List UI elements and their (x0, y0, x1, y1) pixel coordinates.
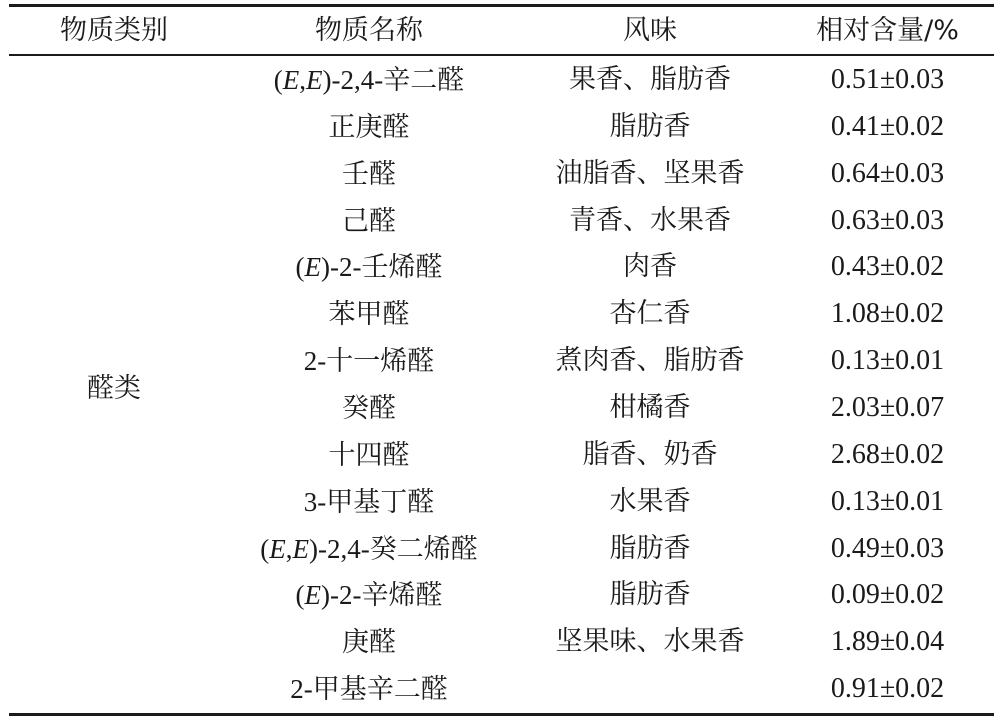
content-cell: 0.91±0.02 (830, 673, 945, 705)
content-cell: 0.49±0.03 (830, 532, 945, 564)
name-part: 十四醛 (328, 439, 410, 470)
compound-name (219, 572, 519, 619)
table-row (0, 666, 996, 713)
content-cell: 0.13±0.01 (830, 485, 945, 517)
table-row (0, 291, 996, 338)
content-cell: 0.51±0.03 (830, 64, 945, 95)
content-cell: 0.41±0.02 (830, 110, 945, 142)
name-italic-part: E (282, 65, 300, 95)
table-row (0, 57, 996, 104)
table-header (0, 8, 996, 54)
table-row (0, 151, 996, 198)
table-header-rule (9, 54, 994, 56)
name-part: 2-十一烯醛 (303, 346, 435, 377)
flavor-cell: 柑橘香 (609, 392, 691, 423)
flavor-cell: 脂香、奶香 (582, 438, 718, 470)
name-part: 2-甲基辛二醛 (290, 674, 448, 705)
compound-name (219, 666, 519, 713)
name-part: ( (295, 580, 305, 611)
compound-name (219, 432, 519, 479)
table-row (0, 619, 996, 666)
flavor-cell: 果香、脂肪香 (569, 64, 731, 95)
name-part: 苯甲醛 (328, 299, 410, 330)
name-italic-part: E (304, 580, 321, 611)
table-row (0, 104, 996, 151)
table-row (0, 244, 996, 291)
name-italic-part: E (269, 533, 286, 564)
flavor-cell: 肉香 (623, 251, 677, 283)
name-part: 壬醛 (342, 158, 396, 189)
flavor-cell: 杏仁香 (609, 298, 691, 330)
flavor-cell: 脂肪香 (609, 532, 691, 564)
content-cell: 2.03±0.07 (830, 392, 945, 423)
name-part: ( (273, 65, 283, 95)
header-flavor: 风味 (623, 15, 677, 46)
flavor-cell (519, 666, 781, 713)
name-italic-part: E (306, 65, 323, 95)
content-cell: 0.13±0.01 (830, 345, 945, 377)
category-cell: 醛类 (87, 372, 141, 404)
compound-name (219, 198, 519, 245)
content-cell: 0.09±0.02 (830, 579, 945, 611)
name-part: ( (295, 252, 305, 283)
table-row (0, 198, 996, 245)
header-name: 物质名称 (315, 15, 423, 46)
name-italic-part: E (304, 252, 321, 283)
flavor-cell: 水果香 (609, 485, 691, 517)
compound-name (219, 104, 519, 151)
table-row (0, 526, 996, 573)
name-part: 3-甲基丁醛 (303, 486, 435, 517)
name-part: )-2-壬烯醛 (321, 252, 443, 283)
content-cell: 1.08±0.02 (830, 298, 945, 330)
content-cell: 0.64±0.03 (830, 157, 945, 189)
flavor-cell: 脂肪香 (609, 579, 691, 611)
compound-name (219, 291, 519, 338)
table-row (0, 385, 996, 432)
table-row (0, 572, 996, 619)
table-row (0, 479, 996, 526)
compound-name (219, 479, 519, 526)
header-content: 相对含量/% (816, 15, 959, 46)
flavor-cell: 煮肉香、脂肪香 (555, 345, 745, 377)
name-italic-part: E (292, 533, 309, 564)
header-category: 物质类别 (60, 15, 168, 46)
compound-name (219, 338, 519, 385)
flavor-cell: 青香、水果香 (569, 204, 731, 236)
content-cell: 2.68±0.02 (830, 438, 945, 470)
name-part: )-2,4-辛二醛 (322, 65, 465, 95)
name-part: )-2,4-癸二烯醛 (309, 533, 478, 564)
name-part: ( (260, 533, 270, 564)
table-row (0, 338, 996, 385)
table-row (0, 432, 996, 479)
compound-name (219, 244, 519, 291)
flavor-cell: 脂肪香 (609, 110, 691, 142)
compound-name (219, 526, 519, 573)
name-part: 正庚醛 (328, 111, 410, 142)
name-part: 己醛 (342, 205, 396, 236)
table-top-rule (9, 4, 994, 7)
table-bottom-rule (9, 713, 994, 716)
name-part: , (299, 65, 306, 95)
content-cell: 1.89±0.04 (830, 626, 945, 658)
compound-name (219, 151, 519, 198)
name-part: 癸醛 (342, 393, 396, 423)
name-part: , (285, 533, 293, 564)
name-part: )-2-辛烯醛 (321, 580, 443, 611)
name-part: 庚醛 (342, 627, 396, 658)
content-cell: 0.63±0.03 (830, 204, 945, 236)
compound-name (219, 385, 519, 432)
flavor-cell: 油脂香、坚果香 (555, 157, 745, 189)
compound-name (219, 619, 519, 666)
compound-name (219, 57, 519, 104)
content-cell: 0.43±0.02 (830, 251, 945, 283)
table-body (0, 57, 996, 713)
flavor-cell: 坚果味、水果香 (555, 626, 745, 658)
